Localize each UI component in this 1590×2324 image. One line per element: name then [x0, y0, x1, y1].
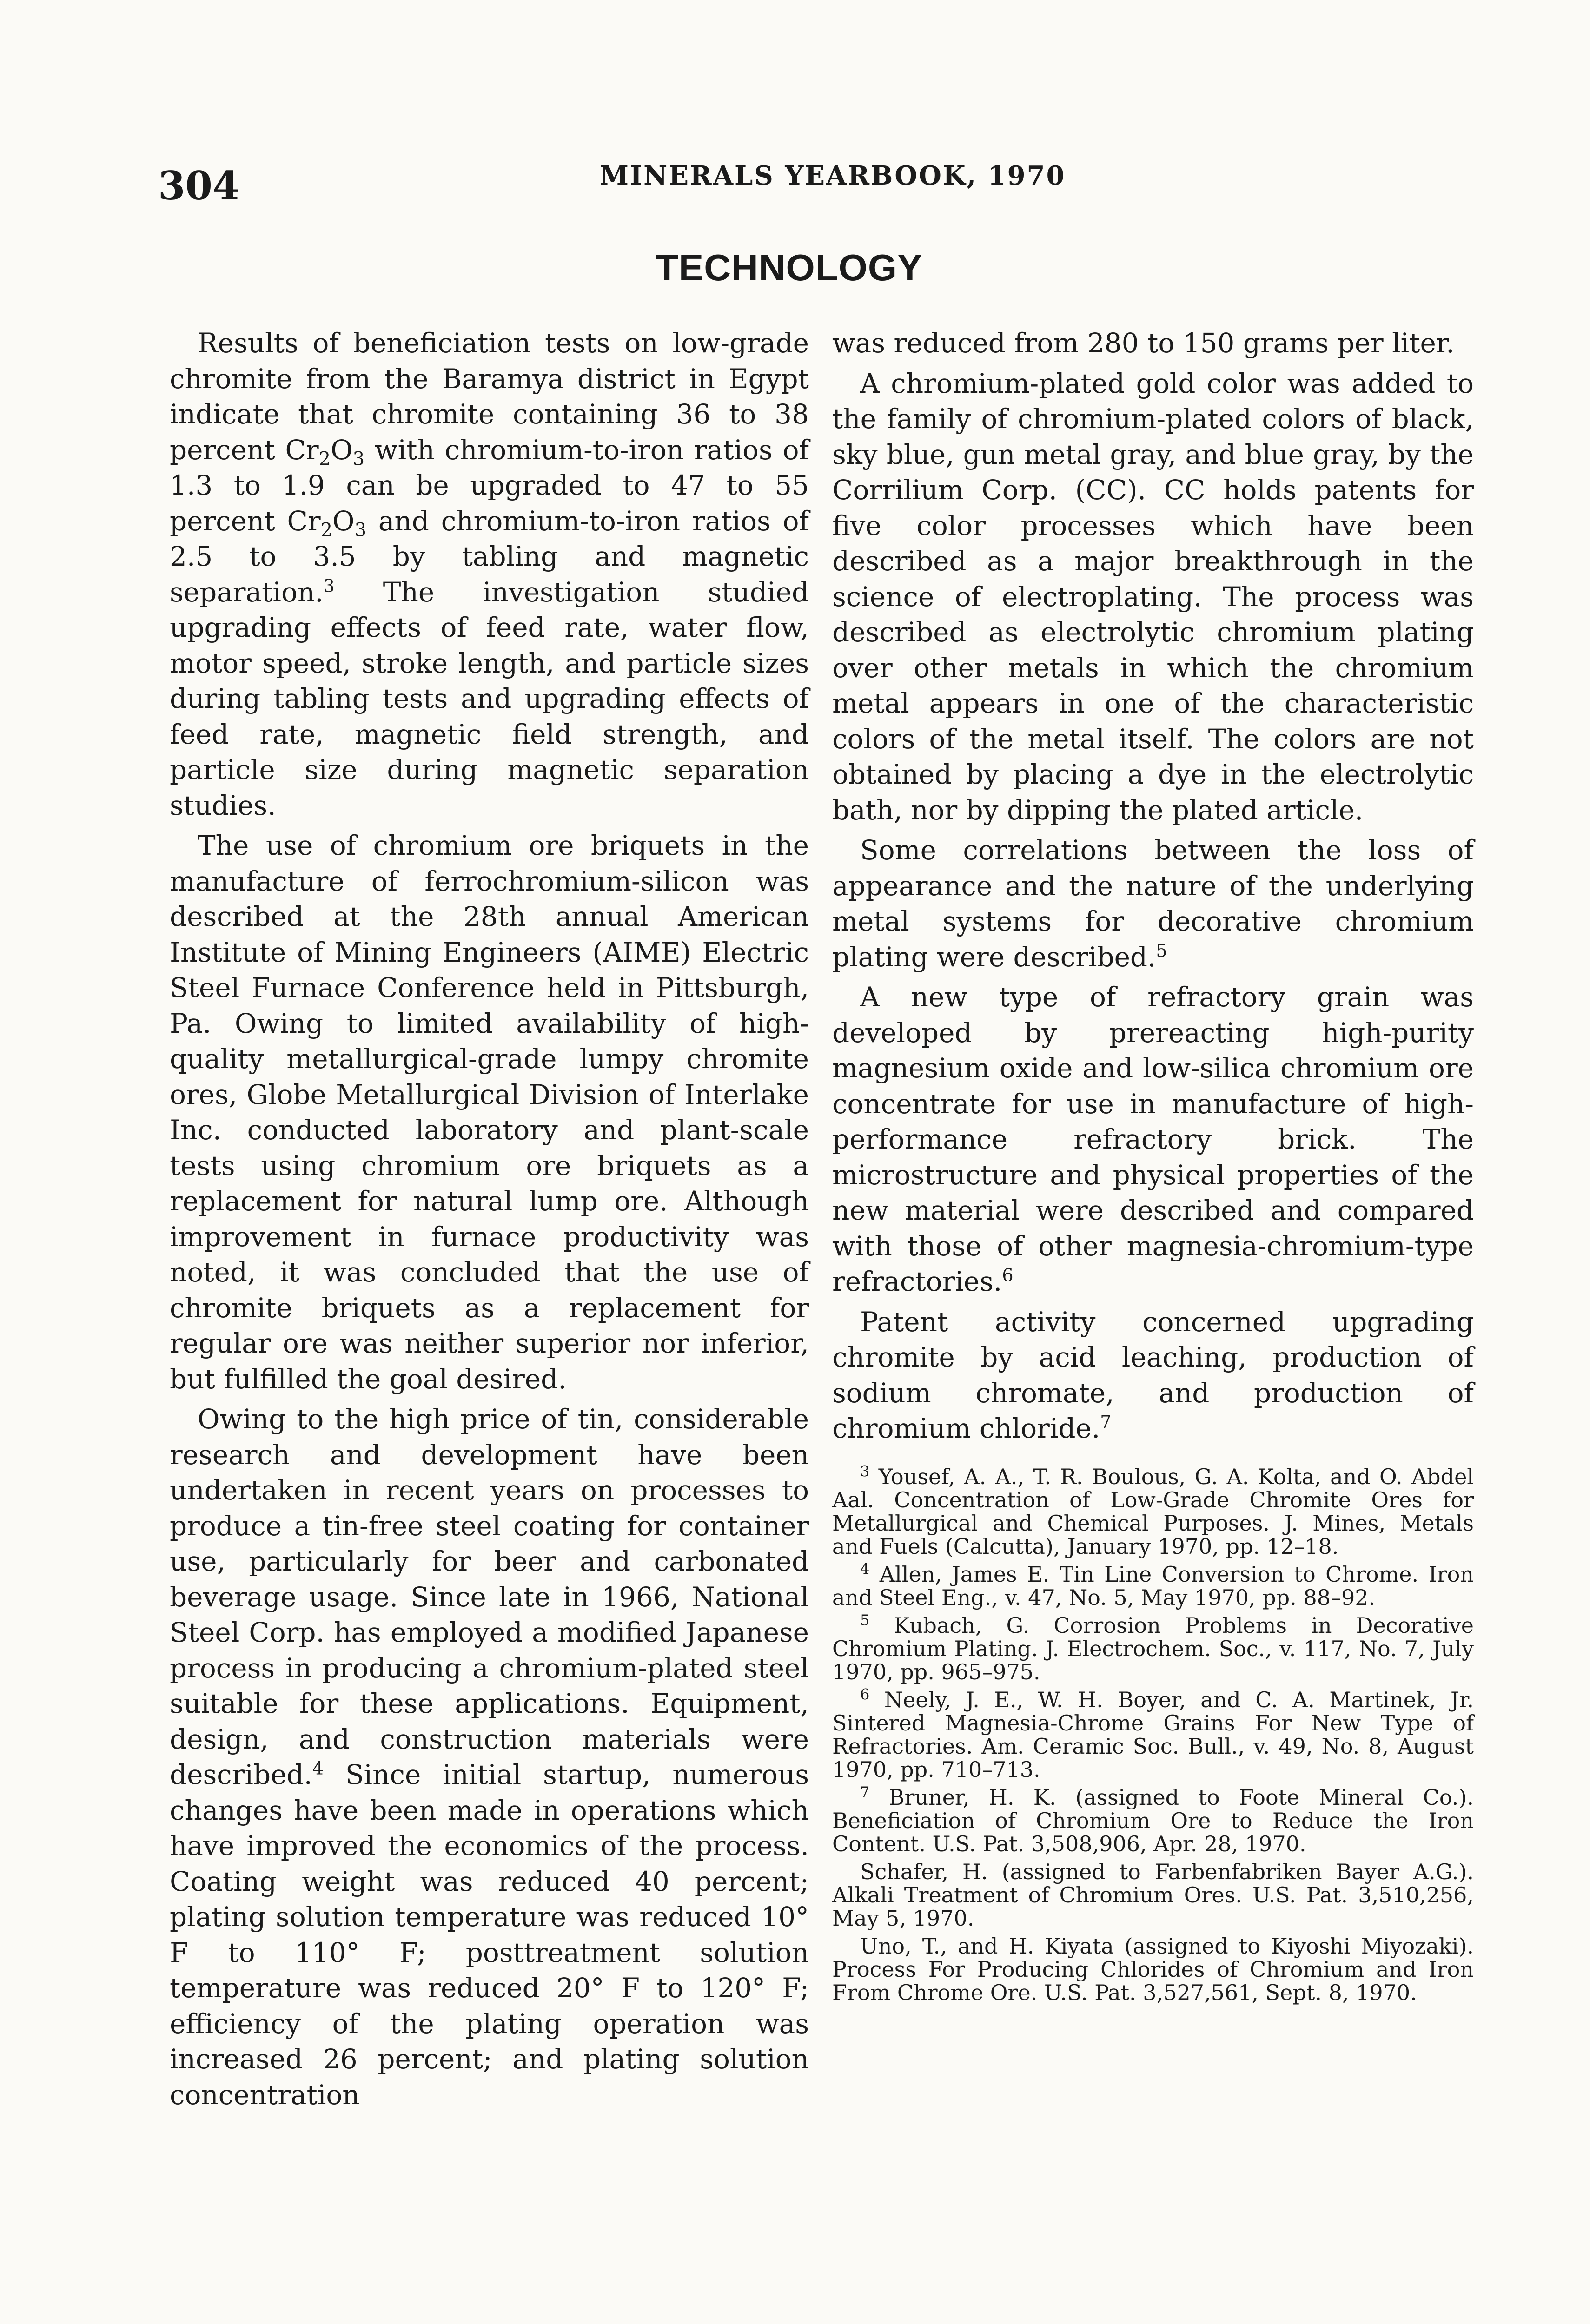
p7-text: Patent activity concerned upgrading chromite by acid leaching, production of sodium chromate, and production of chromium chloride.	[832, 1306, 1474, 1444]
paragraph-continuation: was reduced from 280 to 150 grams per liter.	[832, 327, 1455, 359]
footnote-marker-3: 3	[860, 1462, 870, 1480]
footnote-7	[832, 1783, 1474, 1856]
p1-text-e: and chromium-to-iron ratios of 2.5 to 3.5 by tabling and magnetic separation.	[170, 505, 809, 608]
right-column	[832, 325, 1474, 2009]
footnote-4-text: Allen, James E. Tin Line Conversion to Chrome. Iron and Steel Eng., v. 47, No. 5, May 1970, pp. 88–92.	[832, 1561, 1474, 1610]
p1-text-c: with chromium-to-iron ratios of 1.3 to 1.9 can be upgraded to 47 to 55 percent Cr	[170, 434, 809, 537]
footnote-5	[832, 1611, 1474, 1684]
running-head: MINERALS YEARBOOK, 1970	[600, 160, 1066, 191]
footnote-5-text: Kubach, G. Corrosion Problems in Decorative Chromium Plating. J. Electrochem. Soc., v. 117, No. 7, July 1970, pp. 965–975.	[832, 1612, 1474, 1684]
footnote-marker-4: 4	[860, 1560, 870, 1578]
section-title: TECHNOLOGY	[656, 247, 923, 288]
p3-text-a: Owing to the high price of tin, considerable research and development have been undertaken in recent years on processes to produce a tin-free steel coating for container use, particularly for beer and carbonated beverage usage. Since late in 1966, National Steel Corp. has employed a modified Japanese process in producing a chromium-plated steel suitable for these applications. Equipment, design, and construction materials were described.	[170, 1403, 809, 1790]
footnote-4	[832, 1560, 1474, 1610]
left-column	[170, 325, 809, 2117]
footnote-3-text: Yousef, A. A., T. R. Boulous, G. A. Kolta, and O. Abdel Aal. Concentration of Low-Grade Chromite Ores for Metallurgical and Chemical Purposes. J. Mines, Metals and Fuels (Calcutta), January 1970, pp. 12–18.	[832, 1464, 1474, 1559]
footnotes	[832, 1462, 1474, 2005]
paragraph-gold-color: A chromium-plated gold color was added to the family of chromium-plated colors of black, sky blue, gun metal gray, and blue gray, by the Corrilium Corp. (CC). CC holds patents for five color processes which have been described as a major breakthrough in the science of electroplating. The process was described as electrolytic chromium plating over other metals in which the chromium metal appears in one of the characteristic colors of the metal itself. The colors are not obtained by placing a dye in the electrolytic bath, nor by dipping the plated article.	[832, 367, 1474, 826]
footnote-ref-6: 6	[1002, 1265, 1014, 1286]
footnote-6-text: Neely, J. E., W. H. Boyer, and C. A. Martinek, Jr. Sintered Magnesia-Chrome Grains For New Type of Refractories. Am. Ceramic Soc. Bull., v. 49, No. 8, August 1970, pp. 710–713.	[832, 1687, 1474, 1782]
p1-text-a: Results of beneficiation tests on low-grade chromite from the Baramya district in Egypt indicate that chromite containing 36 to 38 percent Cr	[170, 327, 809, 466]
footnote-marker-7: 7	[860, 1783, 870, 1801]
subscript-3: 3	[352, 448, 365, 470]
p1-text-d: O	[332, 505, 355, 537]
paragraph-briquets: The use of chromium ore briquets in the manufacture of ferrochromium-silicon was described at the 28th annual American Institute of Mining Engineers (AIME) Electric Steel Furnace Conference held in Pittsburgh, Pa. Owing to limited availability of high-quality metallurgical-grade lumpy chromite ores, Globe Metallurgical Division of Interlake Inc. conducted laboratory and plant-scale tests using chromium ore briquets as a replacement for natural lump ore. Although improvement in furnace productivity was noted, it was concluded that the use of chromite briquets as a replacement for regular ore was neither superior nor inferior, but fulfilled the goal desired.	[170, 830, 809, 1395]
footnote-6	[832, 1685, 1474, 1782]
footnote-7-schafer: Schafer, H. (assigned to Farbenfabriken Bayer A.G.). Alkali Treatment of Chromium Ores. U.S. Pat. 3,510,256, May 5, 1970.	[832, 1859, 1474, 1931]
paragraph-beneficiation	[170, 325, 809, 823]
p1-text-f: The investigation studied upgrading effects of feed rate, water flow, motor speed, stroke length, and particle sizes during tabling tests and upgrading effects of feed rate, magnetic field strength, and particle size during magnetic separation studies.	[170, 576, 809, 821]
paragraph-refractory	[832, 979, 1474, 1300]
p1-text-b: O	[331, 434, 353, 466]
footnote-ref-5: 5	[1156, 940, 1167, 961]
subscript-2: 2	[318, 448, 331, 470]
p5-text: Some correlations between the loss of appearance and the nature of the underlying metal systems for decorative chromium plating were described.	[832, 834, 1474, 973]
footnote-ref-4: 4	[312, 1758, 324, 1779]
footnote-ref-7: 7	[1100, 1412, 1112, 1433]
subscript-2: 2	[320, 519, 333, 541]
paragraph-tin-free-steel	[170, 1401, 809, 2113]
footnote-ref-3: 3	[323, 575, 335, 596]
page-number: 304	[158, 163, 240, 209]
footnote-marker-6: 6	[860, 1685, 870, 1703]
footnote-3	[832, 1462, 1474, 1559]
paragraph-correlations	[832, 832, 1474, 975]
footnote-7-text: Bruner, H. K. (assigned to Foote Mineral Co.). Beneficiation of Chromium Ore to Reduce the Iron Content. U.S. Pat. 3,508,906, Apr. 28, 1970.	[832, 1784, 1474, 1856]
p6-text: A new type of refractory grain was developed by prereacting high-purity magnesium oxide and low-silica chromium ore concentrate for use in manufacture of high-performance refractory brick. The microstructure and physical properties of the new material were described and compared with those of other magnesia-chromium-type refractories.	[832, 981, 1474, 1297]
footnote-marker-5: 5	[860, 1611, 870, 1629]
paragraph-patents	[832, 1304, 1474, 1446]
p3-text-b: Since initial startup, numerous changes have been made in operations which have improved the economics of the process. Coating weight was reduced 40 percent; plating solution temperature was reduced 10° F to 110° F; posttreatment solution temperature was reduced 20° F to 120° F; efficiency of the plating operation was increased 26 percent; and plating solution concentration	[170, 1759, 809, 2111]
footnote-7-uno: Uno, T., and H. Kiyata (assigned to Kiyoshi Miyozaki). Process For Producing Chlorides of Chromium and Iron From Chrome Ore. U.S. Pat. 3,527,561, Sept. 8, 1970.	[832, 1933, 1474, 2005]
subscript-3: 3	[354, 519, 367, 541]
